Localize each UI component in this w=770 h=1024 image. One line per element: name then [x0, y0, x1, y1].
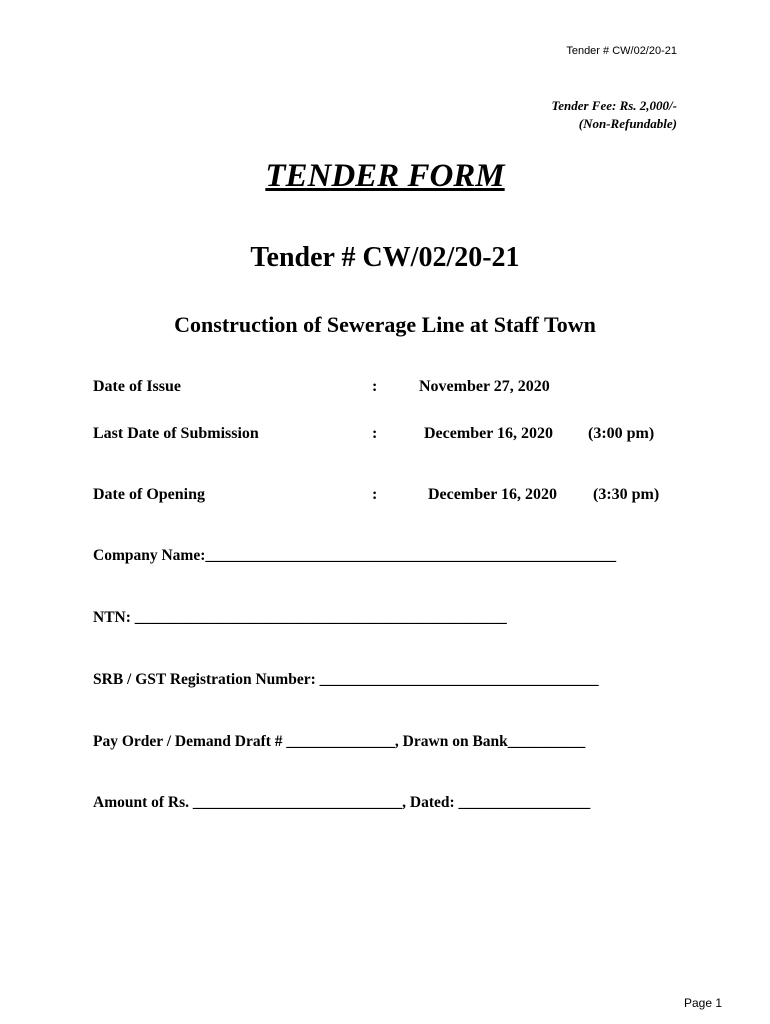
schedule-date: December 16, 2020 [424, 425, 553, 442]
schedule-label: Last Date of Submission [93, 425, 259, 442]
srb-gst-registration-field[interactable]: SRB / GST Registration Number: ____________________________________ [93, 671, 599, 688]
schedule-date: December 16, 2020 [428, 486, 557, 503]
schedule-label: Date of Issue [93, 378, 181, 395]
schedule-time: (3:00 pm) [588, 425, 655, 442]
tender-number: Tender # CW/02/20-21 [250, 242, 520, 273]
page-number: Page 1 [684, 996, 723, 1010]
amount-field[interactable]: Amount of Rs. ___________________________, Dated: _________________ [93, 794, 591, 811]
schedule-colon: : [372, 425, 378, 442]
schedule-colon: : [372, 378, 378, 395]
tender-subject: Construction of Sewerage Line at Staff Town [174, 312, 596, 337]
schedule-time: (3:30 pm) [593, 486, 660, 503]
tender-fee-note: (Non-Refundable) [578, 116, 677, 131]
schedule-colon: : [372, 486, 378, 503]
schedule-label: Date of Opening [93, 486, 205, 503]
ntn-field[interactable]: NTN: ________________________________________________ [93, 609, 507, 626]
document-title: TENDER FORM [265, 158, 505, 194]
header-tender-reference: Tender # CW/02/20-21 [566, 45, 677, 57]
tender-fee-amount: Tender Fee: Rs. 2,000/- [551, 98, 677, 113]
pay-order-field[interactable]: Pay Order / Demand Draft # ______________, Drawn on Bank__________ [93, 733, 586, 750]
company-name-field[interactable]: Company Name:_____________________________________________________ [93, 547, 617, 564]
schedule-date: November 27, 2020 [419, 378, 550, 395]
